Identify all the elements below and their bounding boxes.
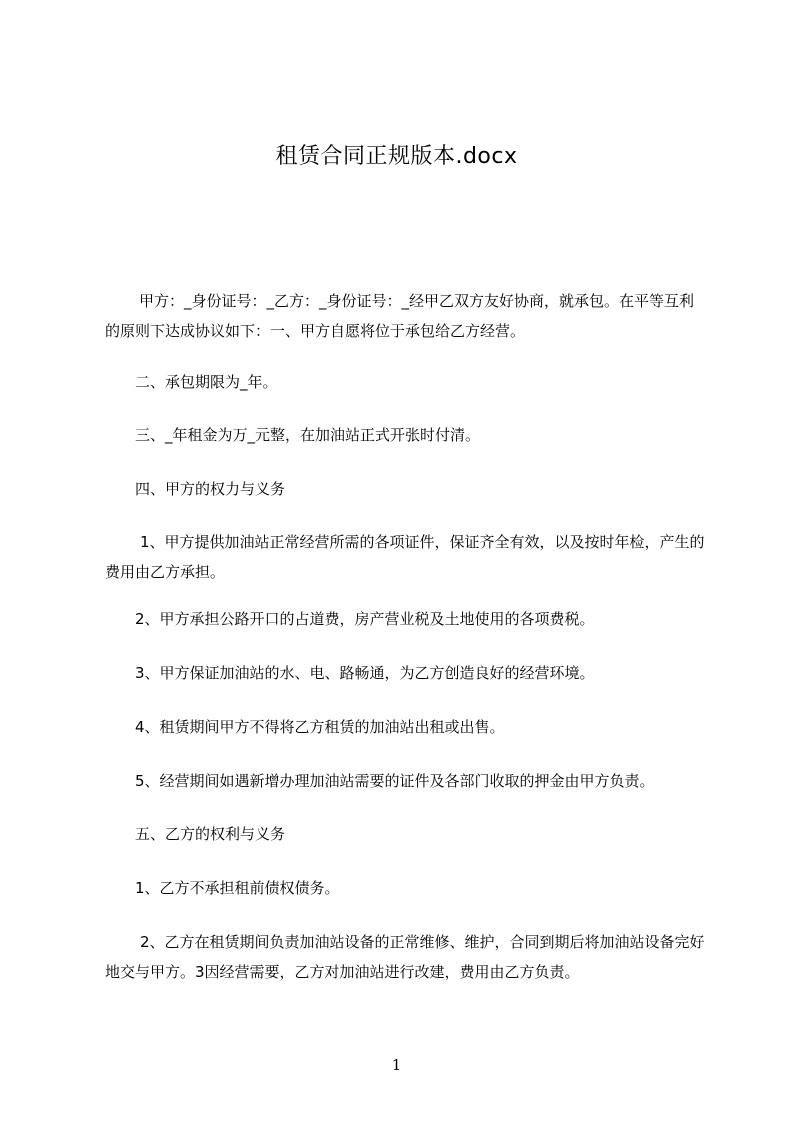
paragraph-parties: 甲方：_身份证号：_乙方：_身份证号：_经甲乙双方友好协商，就承包。在平等互利的原则下达成协议如下：一、甲方自愿将位于承包给乙方经营。 — [105, 292, 695, 340]
page-number: 1 — [391, 1056, 402, 1074]
paragraph-a-item-1: 1、甲方提供加油站正常经营所需的各项证件，保证齐全有效，以及按时年检，产生的费用由乙方承担。 — [105, 533, 705, 581]
paragraph-b-item-1: 1、乙方不承担租前债权债务。 — [135, 879, 340, 897]
heading-party-b-rights: 五、乙方的权利与义务 — [135, 825, 286, 843]
paragraph-a-item-4: 4、租赁期间甲方不得将乙方租赁的加油站出租或出售。 — [135, 718, 505, 736]
paragraph-rent: 三、_年租金为万_元整，在加油站正式开张时付清。 — [135, 426, 481, 444]
paragraph-a-item-3: 3、甲方保证加油站的水、电、路畅通，为乙方创造良好的经营环境。 — [135, 664, 595, 682]
paragraph-term: 二、承包期限为_年。 — [135, 373, 278, 391]
paragraph-a-item-5: 5、经营期间如遇新增办理加油站需要的证件及各部门收取的押金由甲方负责。 — [135, 772, 655, 790]
paragraph-b-item-2: 2、乙方在租赁期间负责加油站设备的正常维修、维护，合同到期后将加油站设备完好地交与甲方。3因经营需要，乙方对加油站进行改建，费用由乙方负责。 — [105, 933, 705, 981]
paragraph-a-item-2: 2、甲方承担公路开口的占道费，房产营业税及土地使用的各项费税。 — [135, 610, 595, 628]
document-title: 租赁合同正规版本.docx — [275, 144, 518, 169]
heading-party-a-rights: 四、甲方的权力与义务 — [135, 480, 286, 498]
